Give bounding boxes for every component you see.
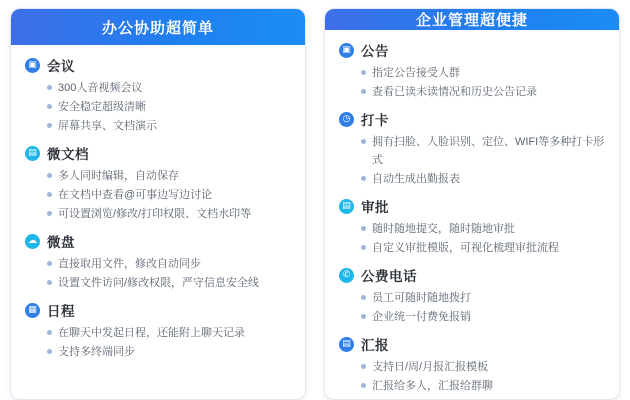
card-enterprise-management	[324, 8, 620, 400]
list-item-text: 随时随地提交，随时随地审批	[372, 223, 515, 235]
feature-group	[339, 109, 607, 188]
feature-list	[339, 220, 607, 257]
list-item	[361, 377, 607, 395]
bullet-dot	[361, 139, 366, 144]
feature-list	[25, 255, 293, 292]
list-item-text: 直接取用文件，修改自动同步	[58, 258, 201, 270]
report-icon: ▤	[339, 337, 354, 352]
group-title	[25, 231, 293, 251]
clock-icon: ◷	[339, 112, 354, 127]
bullet-dot	[361, 383, 366, 388]
feature-list	[25, 79, 293, 135]
bullet-dot	[47, 173, 52, 178]
feature-group	[339, 196, 607, 257]
list-item-text: 设置文件访问/修改权限，严守信息安全线	[58, 277, 260, 289]
list-item	[361, 239, 607, 257]
list-item	[47, 186, 293, 204]
list-item	[361, 83, 607, 101]
group-title	[25, 143, 293, 163]
feature-group	[25, 55, 293, 135]
list-item	[361, 358, 607, 376]
group-title	[25, 55, 293, 75]
list-item-text: 拥有扫脸、人脸识别、定位、WIFI等多种打卡形式	[372, 136, 605, 166]
announcement-icon: ▣	[339, 43, 354, 58]
list-item-text: 查看已读未读情况和历史公告记录	[372, 86, 537, 98]
group-title	[25, 300, 293, 320]
list-item	[47, 167, 293, 185]
list-item-text: 自定义审批模版，可视化梳理审批流程	[372, 242, 559, 254]
group-title	[339, 40, 607, 60]
bullet-dot	[361, 245, 366, 250]
document-icon: ▤	[25, 146, 40, 161]
phone-icon: ✆	[339, 268, 354, 283]
group-title	[339, 334, 607, 354]
bullet-dot	[47, 280, 52, 285]
list-item	[361, 170, 607, 188]
list-item-text: 300人音视频会议	[58, 82, 143, 94]
bullet-dot	[47, 211, 52, 216]
feature-list	[25, 324, 293, 361]
list-item	[361, 308, 607, 326]
list-item-text: 企业统一付费免报销	[372, 311, 471, 323]
list-item-text: 员工可随时随地拨打	[372, 292, 471, 304]
list-item	[47, 117, 293, 135]
list-item-text: 屏幕共享、文档演示	[58, 120, 157, 132]
card-office-assist	[10, 8, 306, 400]
group-label: 打卡	[361, 113, 389, 128]
bullet-dot	[361, 89, 366, 94]
list-item	[47, 98, 293, 116]
calendar-icon: ▦	[25, 303, 40, 318]
bullet-dot	[361, 295, 366, 300]
card-title-office-assist: 办公协助超简单	[11, 9, 305, 45]
feature-list	[339, 289, 607, 326]
bullet-dot	[47, 330, 52, 335]
feature-group	[339, 265, 607, 326]
group-label: 汇报	[361, 338, 389, 353]
group-label: 微文档	[47, 147, 89, 162]
list-item-text: 可设置浏览/修改/打印权限、文档水印等	[58, 208, 252, 220]
list-item-text: 自动生成出勤报表	[372, 173, 460, 185]
feature-list	[339, 64, 607, 101]
group-label: 日程	[47, 304, 75, 319]
bullet-dot	[47, 349, 52, 354]
group-label: 公告	[361, 44, 389, 59]
feature-group	[339, 40, 607, 101]
list-item	[47, 255, 293, 273]
list-item	[47, 343, 293, 361]
feature-group	[339, 334, 607, 395]
list-item	[47, 205, 293, 223]
card-body-office-assist	[11, 45, 305, 399]
list-item	[47, 274, 293, 292]
group-title	[339, 196, 607, 216]
bullet-dot	[361, 176, 366, 181]
bullet-dot	[47, 85, 52, 90]
list-item-text: 指定公告接受人群	[372, 67, 460, 79]
bullet-dot	[47, 192, 52, 197]
feature-group	[25, 300, 293, 361]
group-label: 公费电话	[361, 269, 417, 284]
bullet-dot	[47, 104, 52, 109]
cloud-disk-icon: ☁	[25, 234, 40, 249]
list-item	[361, 220, 607, 238]
group-title	[339, 109, 607, 129]
list-item-text: 在文档中查看@可事边写边讨论	[58, 189, 213, 201]
bullet-dot	[361, 226, 366, 231]
bullet-dot	[361, 314, 366, 319]
list-item	[361, 289, 607, 307]
list-item-text: 安全稳定超级清晰	[58, 101, 146, 113]
feature-list	[339, 358, 607, 395]
feature-group	[25, 231, 293, 292]
bullet-dot	[47, 123, 52, 128]
list-item-text: 多人同时编辑，自动保存	[58, 170, 179, 182]
feature-list	[339, 133, 607, 188]
feature-group	[25, 143, 293, 223]
list-item	[47, 324, 293, 342]
card-title-enterprise-management: 企业管理超便捷	[325, 9, 619, 30]
approval-icon: ▤	[339, 199, 354, 214]
list-item	[47, 79, 293, 97]
video-camera-icon: ▣	[25, 58, 40, 73]
group-label: 微盘	[47, 235, 75, 250]
list-item-text: 支持日/周/月报汇报模板	[372, 361, 489, 373]
list-item-text: 支持多终端同步	[58, 346, 135, 358]
bullet-dot	[47, 261, 52, 266]
list-item-text: 在聊天中发起日程，还能附上聊天记录	[58, 327, 245, 339]
list-item-text: 汇报给多人，汇报给群聊	[372, 380, 493, 392]
list-item	[361, 133, 607, 169]
list-item	[361, 64, 607, 82]
bullet-dot	[361, 70, 366, 75]
card-body-enterprise-management	[325, 30, 619, 400]
group-label: 审批	[361, 200, 389, 215]
feature-list	[25, 167, 293, 223]
group-title	[339, 265, 607, 285]
group-label: 会议	[47, 59, 75, 74]
bullet-dot	[361, 364, 366, 369]
